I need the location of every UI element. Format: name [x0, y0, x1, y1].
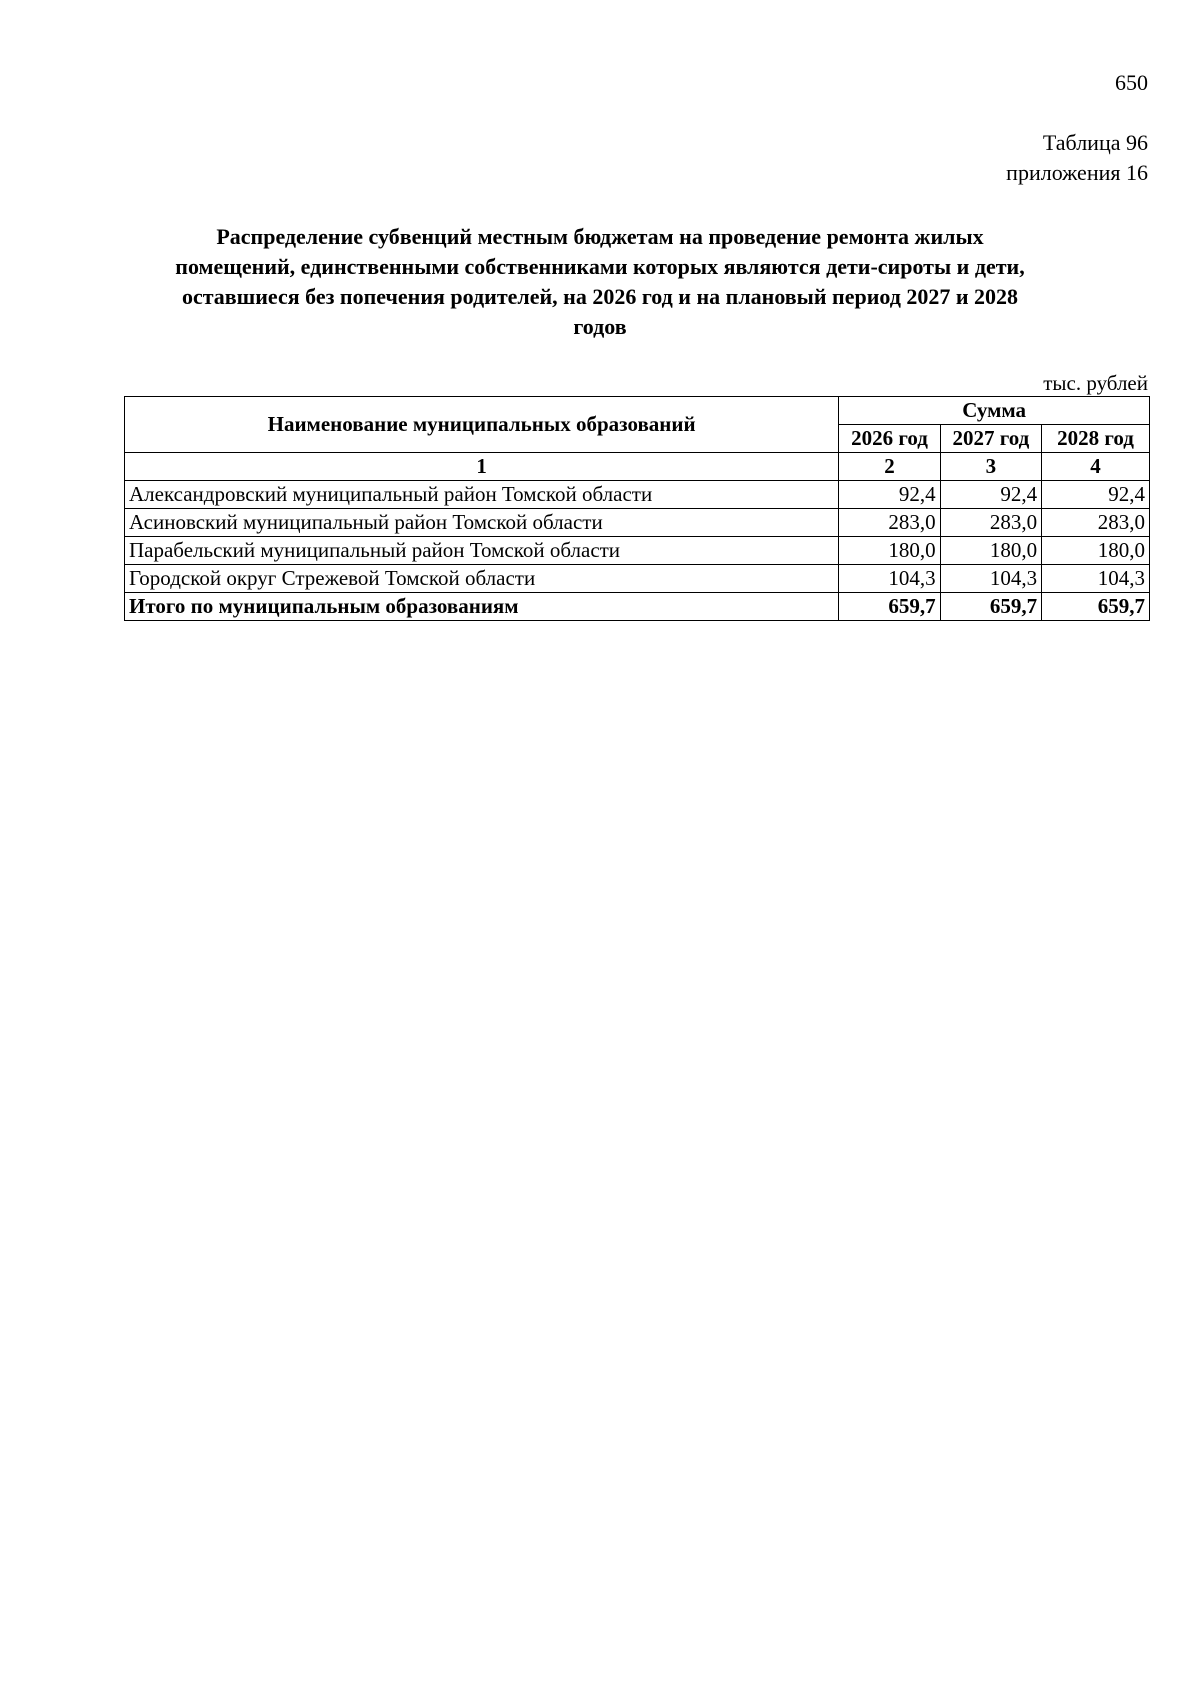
municipality-name: Парабельский муниципальный район Томской области — [125, 537, 839, 565]
page-number: 650 — [1115, 70, 1148, 95]
column-number: 2 — [839, 453, 940, 481]
table-total-row — [125, 593, 1150, 621]
document-title — [100, 222, 1100, 342]
document-title-line: годов — [573, 314, 627, 339]
municipality-name: Городской округ Стрежевой Томской области — [125, 565, 839, 593]
table-row — [125, 509, 1150, 537]
total-2028: 659,7 — [1042, 593, 1150, 621]
header-year-2028: 2028 год — [1042, 425, 1150, 453]
document-title-line: Распределение субвенций местным бюджетам на проведение ремонта жилых — [216, 224, 984, 249]
header-year-2027: 2027 год — [940, 425, 1041, 453]
municipality-name: Асиновский муниципальный район Томской области — [125, 509, 839, 537]
total-label: Итого по муниципальным образованиям — [125, 593, 839, 621]
table-caption — [1006, 128, 1148, 188]
table-caption-number: Таблица 96 — [1042, 130, 1148, 155]
header-sum: Сумма — [839, 397, 1150, 425]
value-2028: 180,0 — [1042, 537, 1150, 565]
total-2026: 659,7 — [839, 593, 940, 621]
table-header-row — [125, 397, 1150, 425]
value-2028: 92,4 — [1042, 481, 1150, 509]
subvention-table — [124, 396, 1150, 621]
column-number: 3 — [940, 453, 1041, 481]
column-numbers-row — [125, 453, 1150, 481]
header-year-2026: 2026 год — [839, 425, 940, 453]
document-title-line: помещений, единственными собственниками которых являются дети-сироты и дети, — [175, 254, 1025, 279]
header-municipality-name: Наименование муниципальных образований — [125, 397, 839, 453]
value-2026: 283,0 — [839, 509, 940, 537]
document-title-line: оставшиеся без попечения родителей, на 2026 год и на плановый период 2027 и 2028 — [181, 284, 1019, 309]
value-2027: 92,4 — [940, 481, 1041, 509]
municipality-name: Александровский муниципальный район Томской области — [125, 481, 839, 509]
table-row — [125, 565, 1150, 593]
value-2028: 104,3 — [1042, 565, 1150, 593]
value-2028: 283,0 — [1042, 509, 1150, 537]
total-2027: 659,7 — [940, 593, 1041, 621]
table-row — [125, 481, 1150, 509]
value-2026: 92,4 — [839, 481, 940, 509]
value-2027: 180,0 — [940, 537, 1041, 565]
table-row — [125, 537, 1150, 565]
column-number: 4 — [1042, 453, 1150, 481]
value-2026: 104,3 — [839, 565, 940, 593]
table-caption-appendix: приложения 16 — [1006, 160, 1148, 185]
value-2026: 180,0 — [839, 537, 940, 565]
value-2027: 104,3 — [940, 565, 1041, 593]
value-2027: 283,0 — [940, 509, 1041, 537]
units-label: тыс. рублей — [1043, 371, 1148, 395]
column-number: 1 — [125, 453, 839, 481]
